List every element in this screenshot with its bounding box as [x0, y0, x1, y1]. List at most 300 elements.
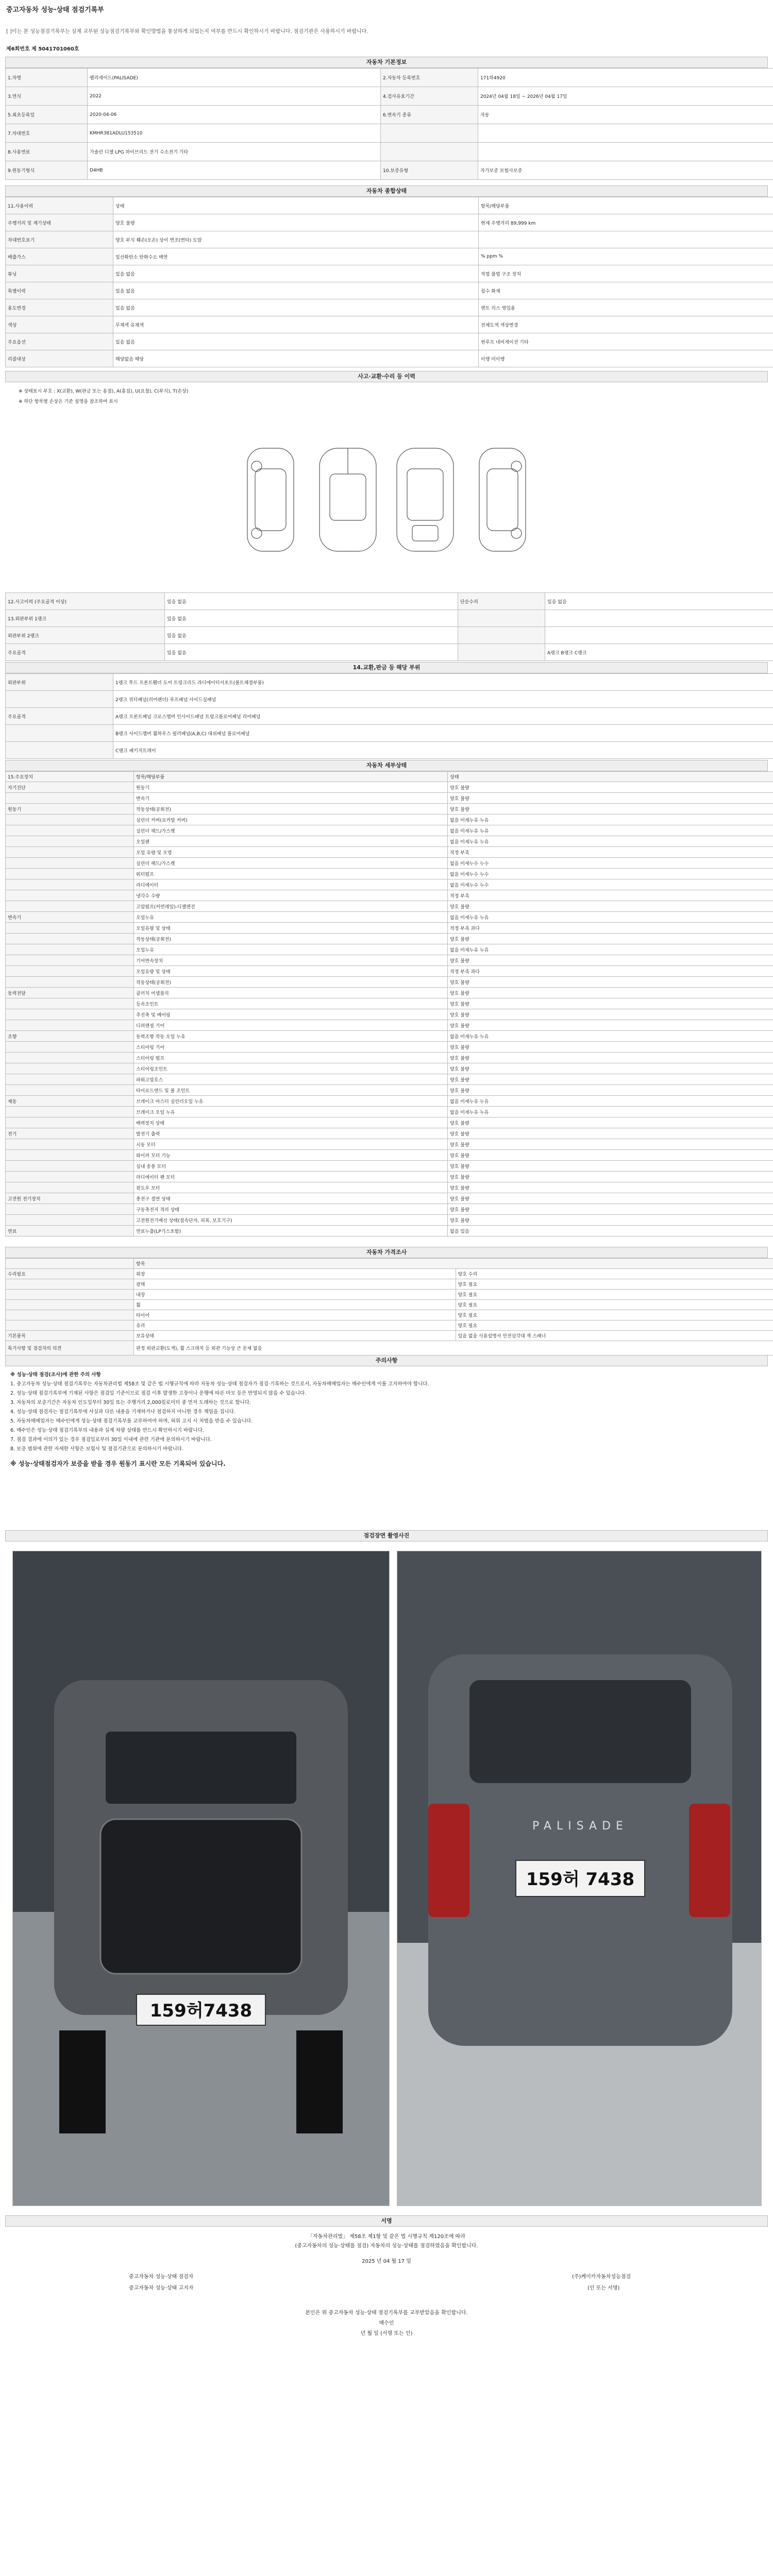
- detail-group: 조향: [6, 1031, 134, 1042]
- general-value: 해당없음 해당: [113, 350, 479, 367]
- detail-state: 양호 불량: [448, 793, 773, 804]
- notice-item: 3. 자동차의 보증기간은 자동차 인도일부터 30일 또는 주행거리 2,000킬로미터 중 먼저 도래하는 것으로 합니다.: [10, 1400, 251, 1405]
- detail-group: [6, 869, 134, 879]
- detail-item: 디퍼렌셜 기어: [134, 1020, 448, 1031]
- detail-row: [6, 869, 773, 879]
- general-value: 있음 없음: [113, 299, 479, 316]
- exchange-parts-table: [0, 673, 773, 759]
- detail-state: 없음 미세누수 누수: [448, 858, 773, 869]
- price-item: 광택: [134, 1279, 456, 1290]
- detail-state: 없음 미세누유 누유: [448, 1031, 773, 1042]
- detail-row: [6, 988, 773, 998]
- sign-statement-1: 「자동차관리법」 제58조 제1항 및 같은 법 시행규칙 제120조에 따라: [308, 2234, 465, 2240]
- section-price-survey: 자동차 가격조사: [5, 1247, 768, 1258]
- price-state: 양호 필요: [456, 1320, 773, 1331]
- price-group: [6, 1290, 134, 1300]
- detail-row: [6, 793, 773, 804]
- detail-state: 양호 불량: [448, 1053, 773, 1063]
- price-row: [6, 1300, 773, 1310]
- price-row: [6, 1310, 773, 1320]
- detail-row: [6, 1204, 773, 1215]
- accident-extra: [545, 627, 773, 644]
- detail-state: 양호 불량: [448, 1182, 773, 1193]
- parts-label: [6, 742, 113, 759]
- detail-item: 라디에이터: [134, 879, 448, 890]
- detail-group: [6, 966, 134, 977]
- detail-item: 실린더 헤드/가스켓: [134, 825, 448, 836]
- detail-item: 워터펌프: [134, 869, 448, 879]
- detail-group: [6, 890, 134, 901]
- detail-state: 없음 미세누수 누수: [448, 869, 773, 879]
- detail-row: [6, 1053, 773, 1063]
- detail-row: [6, 890, 773, 901]
- section-general-state: 자동차 종합상태: [5, 185, 768, 197]
- detail-group: [6, 1161, 134, 1172]
- detail-row: [6, 1150, 773, 1161]
- detail-state: 없음 미세누유 누유: [448, 825, 773, 836]
- detail-state: 양호 불량: [448, 988, 773, 998]
- detail-item: 고전원전기배선 상태(접속단자, 피복, 보호기구): [134, 1215, 448, 1226]
- general-label: 튜닝: [6, 265, 113, 282]
- notifier-sign: (인 또는 서명): [587, 2285, 620, 2291]
- parts-value: 2랭크 쿼터패널(리어펜더) 루프패널 사이드실패널: [113, 691, 773, 708]
- section-detail-state: 자동차 세부상태: [5, 760, 768, 771]
- front-plate-text: 159허7438: [149, 2001, 253, 2021]
- detail-group: [6, 847, 134, 858]
- parts-row: [6, 742, 773, 759]
- section-sign: 서명: [5, 2215, 768, 2227]
- detail-row: [6, 1031, 773, 1042]
- detail-item: 브레이크 오일 누유: [134, 1107, 448, 1117]
- detail-item: 스티어링 기어: [134, 1042, 448, 1053]
- basic-row: [6, 87, 773, 106]
- price-item: 보유상태: [134, 1331, 456, 1341]
- detail-group: [6, 923, 134, 934]
- basic-extra: [478, 143, 773, 161]
- accident-extra: A랭크 B랭크 C랭크: [545, 644, 773, 661]
- general-row: [6, 350, 773, 367]
- detail-item: 실린더 헤드/가스켓: [134, 858, 448, 869]
- detail-row: [6, 1009, 773, 1020]
- detail-state: 양호 불량: [448, 1215, 773, 1226]
- sign-date: 2025 년 04 월 17 일: [362, 2259, 411, 2264]
- detail-state: 없음 미세누수 누수: [448, 879, 773, 890]
- detail-group: [6, 836, 134, 847]
- detail-row: [6, 782, 773, 793]
- accident-label: 외판부위 2랭크: [6, 627, 165, 644]
- detail-item: 오일 유량 및 오염: [134, 847, 448, 858]
- detail-row: [6, 1215, 773, 1226]
- buyer-statement: 본인은 위 중고자동차 성능·상태 점검기록부를 교부받았음을 확인합니다.: [305, 2310, 468, 2316]
- detail-group: 자기진단: [6, 782, 134, 793]
- notice-item: 8. 보증 범위에 관한 자세한 사항은 보험사 및 점검기관으로 문의하시기 바랍니다.: [10, 1446, 183, 1452]
- general-label: 배출가스: [6, 248, 113, 265]
- basic-row: [6, 124, 773, 143]
- basic-row: [6, 143, 773, 161]
- detail-row: [6, 815, 773, 825]
- accident-value: 있음 없음: [165, 627, 458, 644]
- detail-item: 타이로드엔드 및 볼 조인트: [134, 1085, 448, 1096]
- detail-group: 고전원 전기장치: [6, 1193, 134, 1204]
- detail-item: 라디에이터 팬 모터: [134, 1172, 448, 1182]
- notice-item: 5. 자동차매매업자는 매수인에게 성능·상태 점검기록부를 교부하여야 하며, 허위 고지 시 처벌을 받을 수 있습니다.: [10, 1418, 253, 1424]
- detail-group: [6, 1009, 134, 1020]
- front-photo: [12, 1551, 390, 2206]
- detail-item: 클러치 어셈블리: [134, 988, 448, 998]
- detail-item: 오일팬: [134, 836, 448, 847]
- parts-value: B랭크 사이드멤버 휠하우스 필러패널(A,B,C) 대쉬패널 플로어패널: [113, 725, 773, 742]
- certificate-number: 제6회번호 제 5041701060호: [6, 46, 79, 52]
- detail-group: [6, 1139, 134, 1150]
- detail-state: 양호 불량: [448, 1172, 773, 1182]
- detail-item: 스티어링 펌프: [134, 1053, 448, 1063]
- price-comment-row: [6, 1341, 773, 1355]
- detail-row: [6, 923, 773, 934]
- notice-item: 7. 점검 결과에 이의가 있는 경우 점검일로부터 30일 이내에 관련 기관에 문의하시기 바랍니다.: [10, 1437, 212, 1443]
- detail-state: 양호 불량: [448, 1150, 773, 1161]
- parts-value: A랭크 프론트패널 크로스멤버 인사이드패널 트렁크플로어패널 리어패널: [113, 708, 773, 725]
- detail-item: 브레이크 마스터 실린더오일 누유: [134, 1096, 448, 1107]
- detail-group: [6, 1117, 134, 1128]
- parts-row: [6, 674, 773, 691]
- detail-row: [6, 1107, 773, 1117]
- general-value: 상태: [113, 197, 479, 214]
- basic-label: 7.차대번호: [6, 124, 88, 143]
- detail-row: [6, 901, 773, 912]
- price-group: [6, 1310, 134, 1320]
- detail-item: 와이퍼 모터 기능: [134, 1150, 448, 1161]
- notice-item: 1. 중고자동차 성능·상태 점검기록부는 자동차관리법 제58조 및 같은 법 시행규칙에 따라 자동차 성능·상태 점검자가 점검·기록하는 것으로서, 자동차매매업자는 매수인에게 이를 고지하여야 합니다.: [10, 1381, 429, 1387]
- general-extra: 적법 불법 구조 장치: [479, 265, 773, 282]
- detail-item: 기어변속장치: [134, 955, 448, 966]
- accident-extra_label: [458, 644, 545, 661]
- detail-group: [6, 955, 134, 966]
- detail-state-table: [0, 771, 773, 1236]
- detail-state: 양호 불량: [448, 977, 773, 988]
- accident-extra_label: 단순수리: [458, 593, 545, 610]
- detail-group: [6, 1020, 134, 1031]
- detail-row: [6, 1172, 773, 1182]
- detail-row: [6, 1042, 773, 1053]
- detail-row: [6, 977, 773, 988]
- detail-item: 오일누유: [134, 912, 448, 923]
- basic-extra: 2024년 04월 18일 ~ 2026년 04월 17일: [478, 87, 773, 106]
- detail-group: [6, 858, 134, 869]
- general-row: [6, 333, 773, 350]
- car-side-left-icon: [247, 448, 294, 551]
- section-exchange-parts: 14.교환,판금 등 해당 부위: [5, 662, 768, 673]
- detail-group: [6, 1172, 134, 1182]
- general-label: 리콜대상: [6, 350, 113, 367]
- section-basic-info: 자동차 기본정보: [5, 57, 768, 68]
- price-state: 양호 수리: [456, 1269, 773, 1279]
- parts-label: 주요골격: [6, 708, 113, 725]
- detail-item: 발전기 출력: [134, 1128, 448, 1139]
- detail-item: 연료누출(LP가스포함): [134, 1226, 448, 1236]
- notifier-label: 중고자동차 성능·상태 고지자: [129, 2285, 194, 2291]
- price-header-item: 항목: [134, 1259, 773, 1269]
- price-header-blank: [6, 1259, 134, 1269]
- price-state: 양호 필요: [456, 1310, 773, 1320]
- notice-item: 6. 매수인은 성능·상태 점검기록부의 내용과 실제 차량 상태를 반드시 확인하시기 바랍니다.: [10, 1428, 204, 1433]
- detail-state: 양호 불량: [448, 1161, 773, 1172]
- basic-value: 펠리세이드(PALISADE): [88, 69, 381, 87]
- rear-photo: [397, 1551, 762, 2206]
- accident-extra: [545, 610, 773, 627]
- sign-statement-2: (중고자동차의 성능·상태를 점검) 자동차의 성능·상태를 점검하였음을 확인합니다.: [295, 2243, 478, 2249]
- intro-text: [ ]이는 본 성능점검기록부는 실제 교부된 성능점검기록부와 확인방법을 통상하게 되었는지 여부를 반드시 확인하시기 바랍니다. 점검기관은 사용하시기 바랍니다.: [6, 29, 368, 35]
- detail-item: 변속기: [134, 793, 448, 804]
- detail-group: 제동: [6, 1096, 134, 1107]
- detail-state: 양호 불량: [448, 901, 773, 912]
- buyer-date-sign: 년 월 일 (서명 또는 인): [360, 2331, 413, 2336]
- detail-row: [6, 1161, 773, 1172]
- inspector-name: (주)케이카자동차성능점검: [572, 2274, 631, 2280]
- detail-item: 냉각수 수량: [134, 890, 448, 901]
- basic-row: [6, 106, 773, 124]
- parts-row: [6, 725, 773, 742]
- detail-group: [6, 901, 134, 912]
- detail-state: 적정 부족: [448, 847, 773, 858]
- detail-row: [6, 1226, 773, 1236]
- detail-item: 추진축 및 베어링: [134, 1009, 448, 1020]
- detail-row: [6, 1117, 773, 1128]
- detail-group: [6, 977, 134, 988]
- price-item: 외장: [134, 1269, 456, 1279]
- rear-plate-text: 159허 7438: [526, 1869, 635, 1890]
- detail-row: [6, 1139, 773, 1150]
- detail-state: 양호 불량: [448, 1117, 773, 1128]
- basic-value: 2020-04-06: [88, 106, 381, 124]
- detail-row: [6, 1193, 773, 1204]
- detail-state: 없음 미세누유 누유: [448, 836, 773, 847]
- detail-item: 구동축전지 격리 상태: [134, 1204, 448, 1215]
- price-row: [6, 1320, 773, 1331]
- parts-label: 외판부위: [6, 674, 113, 691]
- notice-list: [10, 1370, 763, 1468]
- detail-state: 없음 미세누유 누유: [448, 912, 773, 923]
- detail-group: [6, 815, 134, 825]
- detail-state: 없음 미세누유 누유: [448, 944, 773, 955]
- detail-group: 전기: [6, 1128, 134, 1139]
- detail-row: [6, 1020, 773, 1031]
- price-state: 양호 필요: [456, 1290, 773, 1300]
- buyer-label: 매수인: [379, 2320, 394, 2326]
- basic-value: 2022: [88, 87, 381, 106]
- detail-group: [6, 1150, 134, 1161]
- general-extra: 렌트 리스 영업용: [479, 299, 773, 316]
- detail-row: [6, 1128, 773, 1139]
- detail-row: [6, 858, 773, 869]
- accident-table: [0, 592, 773, 661]
- detail-state: 적정 부족 과다: [448, 923, 773, 934]
- basic-extra: [478, 124, 773, 143]
- general-extra: 현재 주행거리 89,999 km: [479, 214, 773, 231]
- detail-state: 양호 불량: [448, 1074, 773, 1085]
- detail-state: 양호 불량: [448, 1063, 773, 1074]
- detail-item: 실내 송풍 모터: [134, 1161, 448, 1172]
- price-comment-label: 특기사항 및 점검자의 의견: [6, 1341, 134, 1355]
- basic-extra_label: 2.자동차 등록번호: [381, 69, 478, 87]
- brand-lettering: PALISADE: [532, 1820, 628, 1833]
- notice-item: 2. 성능·상태 점검기록부에 기재된 사항은 점검일 기준이므로 점검 이후 발생한 고장이나 운행에 따른 마모 등은 반영되지 않을 수 있습니다.: [10, 1391, 307, 1396]
- price-item: 휠: [134, 1300, 456, 1310]
- basic-label: 5.최초등록일: [6, 106, 88, 124]
- price-row: [6, 1269, 773, 1279]
- detail-item: 작동상태(공회전): [134, 934, 448, 944]
- detail-state: 양호 불량: [448, 1020, 773, 1031]
- detail-group: [6, 1182, 134, 1193]
- detail-state: 양호 불량: [448, 1042, 773, 1053]
- detail-group: [6, 1204, 134, 1215]
- detail-group: [6, 1074, 134, 1085]
- detail-item: 파워고압호스: [134, 1074, 448, 1085]
- section-notice: 주의사항: [5, 1355, 768, 1366]
- detail-state: 없음 미세누유 누유: [448, 815, 773, 825]
- detail-state: 없음 미세누유 누유: [448, 1107, 773, 1117]
- accident-extra_label: [458, 627, 545, 644]
- detail-state: 적정 부족: [448, 890, 773, 901]
- price-survey-table: [0, 1258, 773, 1355]
- detail-row: [6, 934, 773, 944]
- notice-item: ※ 성능·상태 점검(조사)에 관한 주의 사항: [10, 1372, 101, 1378]
- general-extra: 항목/해당부품: [479, 197, 773, 214]
- detail-row: [6, 1096, 773, 1107]
- detail-item: 스티어링조인트: [134, 1063, 448, 1074]
- accident-label: 12.사고이력 (주요골격 이상): [6, 593, 165, 610]
- general-row: [6, 265, 773, 282]
- accident-row: [6, 627, 773, 644]
- accident-extra_label: [458, 610, 545, 627]
- basic-label: 9.원동기형식: [6, 161, 88, 180]
- detail-header-row: [6, 772, 773, 782]
- basic-extra_label: [381, 143, 478, 161]
- price-row: [6, 1331, 773, 1341]
- detail-row: [6, 847, 773, 858]
- general-value: 일산화탄소 탄화수소 매연: [113, 248, 479, 265]
- detail-group: 동력전달: [6, 988, 134, 998]
- basic-extra: 171하4920: [478, 69, 773, 87]
- detail-group: [6, 879, 134, 890]
- detail-item: 윈도우 모터: [134, 1182, 448, 1193]
- detail-row: [6, 1063, 773, 1074]
- general-row: [6, 282, 773, 299]
- accident-extra: 있음 없음: [545, 593, 773, 610]
- detail-header-label: 15.주요장치: [6, 772, 134, 782]
- detail-group: 변속기: [6, 912, 134, 923]
- price-group: [6, 1300, 134, 1310]
- general-extra: 침수 화재: [479, 282, 773, 299]
- detail-group: [6, 1053, 134, 1063]
- basic-extra_label: [381, 124, 478, 143]
- detail-item: 배력장치 상태: [134, 1117, 448, 1128]
- detail-state: 양호 불량: [448, 1139, 773, 1150]
- detail-row: [6, 944, 773, 955]
- detail-row: [6, 955, 773, 966]
- detail-group: [6, 1215, 134, 1226]
- price-state: 있음 없음 사용설명서 안전삼각대 잭 스패너: [456, 1331, 773, 1341]
- detail-group: [6, 1085, 134, 1096]
- price-group: [6, 1279, 134, 1290]
- detail-item: 고압펌프(커먼레일)-디젤엔진: [134, 901, 448, 912]
- detail-state: 양호 불량: [448, 934, 773, 944]
- general-value: 있음 없음: [113, 265, 479, 282]
- parts-row: [6, 691, 773, 708]
- general-label: 주요옵션: [6, 333, 113, 350]
- basic-value: KMHR381ADLU153510: [88, 124, 381, 143]
- general-label: 11.사용이력: [6, 197, 113, 214]
- detail-state: 양호 불량: [448, 782, 773, 793]
- parts-row: [6, 708, 773, 725]
- inspector-label: 중고자동차 성능·상태 점검자: [129, 2274, 194, 2280]
- detail-item: 작동상태(공회전): [134, 977, 448, 988]
- general-label: 특별이력: [6, 282, 113, 299]
- basic-extra: 자가보증 보험사보증: [478, 161, 773, 180]
- detail-state: 적정 부족 과다: [448, 966, 773, 977]
- detail-state: 없음 있음: [448, 1226, 773, 1236]
- detail-state: 양호 불량: [448, 955, 773, 966]
- parts-value: C랭크 패키지트레이: [113, 742, 773, 759]
- accident-row: [6, 610, 773, 627]
- general-row: [6, 316, 773, 333]
- accident-label: 주요골격: [6, 644, 165, 661]
- general-extra: 썬루프 네비게이션 기타: [479, 333, 773, 350]
- detail-item: 작동상태(공회전): [134, 804, 448, 815]
- basic-label: 3.연식: [6, 87, 88, 106]
- general-value: 있음 없음: [113, 282, 479, 299]
- basic-label: 8.사용연료: [6, 143, 88, 161]
- price-state: 양호 필요: [456, 1300, 773, 1310]
- detail-row: [6, 879, 773, 890]
- general-extra: 전체도색 색상변경: [479, 316, 773, 333]
- accident-label: 13.외판부위 1랭크: [6, 610, 165, 627]
- detail-group: [6, 825, 134, 836]
- general-label: 용도변경: [6, 299, 113, 316]
- general-label: 색상: [6, 316, 113, 333]
- detail-state: 양호 불량: [448, 1193, 773, 1204]
- general-value: 무채색 유채색: [113, 316, 479, 333]
- price-group: 수리필요: [6, 1269, 134, 1279]
- car-top-rear-icon: [397, 448, 453, 551]
- price-item: 유리: [134, 1320, 456, 1331]
- basic-value: 가솔린 디젤 LPG 하이브리드 전기 수소전기 기타: [88, 143, 381, 161]
- general-extra: % ppm %: [479, 248, 773, 265]
- detail-header-state: 상태: [448, 772, 773, 782]
- detail-item: 오일누유: [134, 944, 448, 955]
- basic-extra_label: 4.검사유효기간: [381, 87, 478, 106]
- basic-value: D4HB: [88, 161, 381, 180]
- detail-row: [6, 966, 773, 977]
- general-value: 있음 없음: [113, 333, 479, 350]
- detail-row: [6, 1085, 773, 1096]
- detail-state: 없음 미세누유 누유: [448, 1096, 773, 1107]
- detail-header-item: 항목/해당부품: [134, 772, 448, 782]
- basic-label: 1.차명: [6, 69, 88, 87]
- detail-state: 양호 불량: [448, 998, 773, 1009]
- detail-group: [6, 944, 134, 955]
- detail-group: 원동기: [6, 804, 134, 815]
- basic-info-table: [0, 68, 773, 180]
- section-accident-history: 사고·교환·수리 등 이력: [5, 371, 768, 382]
- detail-row: [6, 804, 773, 815]
- detail-row: [6, 912, 773, 923]
- basic-row: [6, 69, 773, 87]
- vehicle-diagram: [242, 438, 531, 562]
- car-top-front-icon: [320, 448, 376, 551]
- detail-item: 오일유량 및 상태: [134, 966, 448, 977]
- detail-state: 양호 불량: [448, 1085, 773, 1096]
- general-value: 양호 부식 훼손(오손) 상이 변조(변타) 도말: [113, 231, 479, 248]
